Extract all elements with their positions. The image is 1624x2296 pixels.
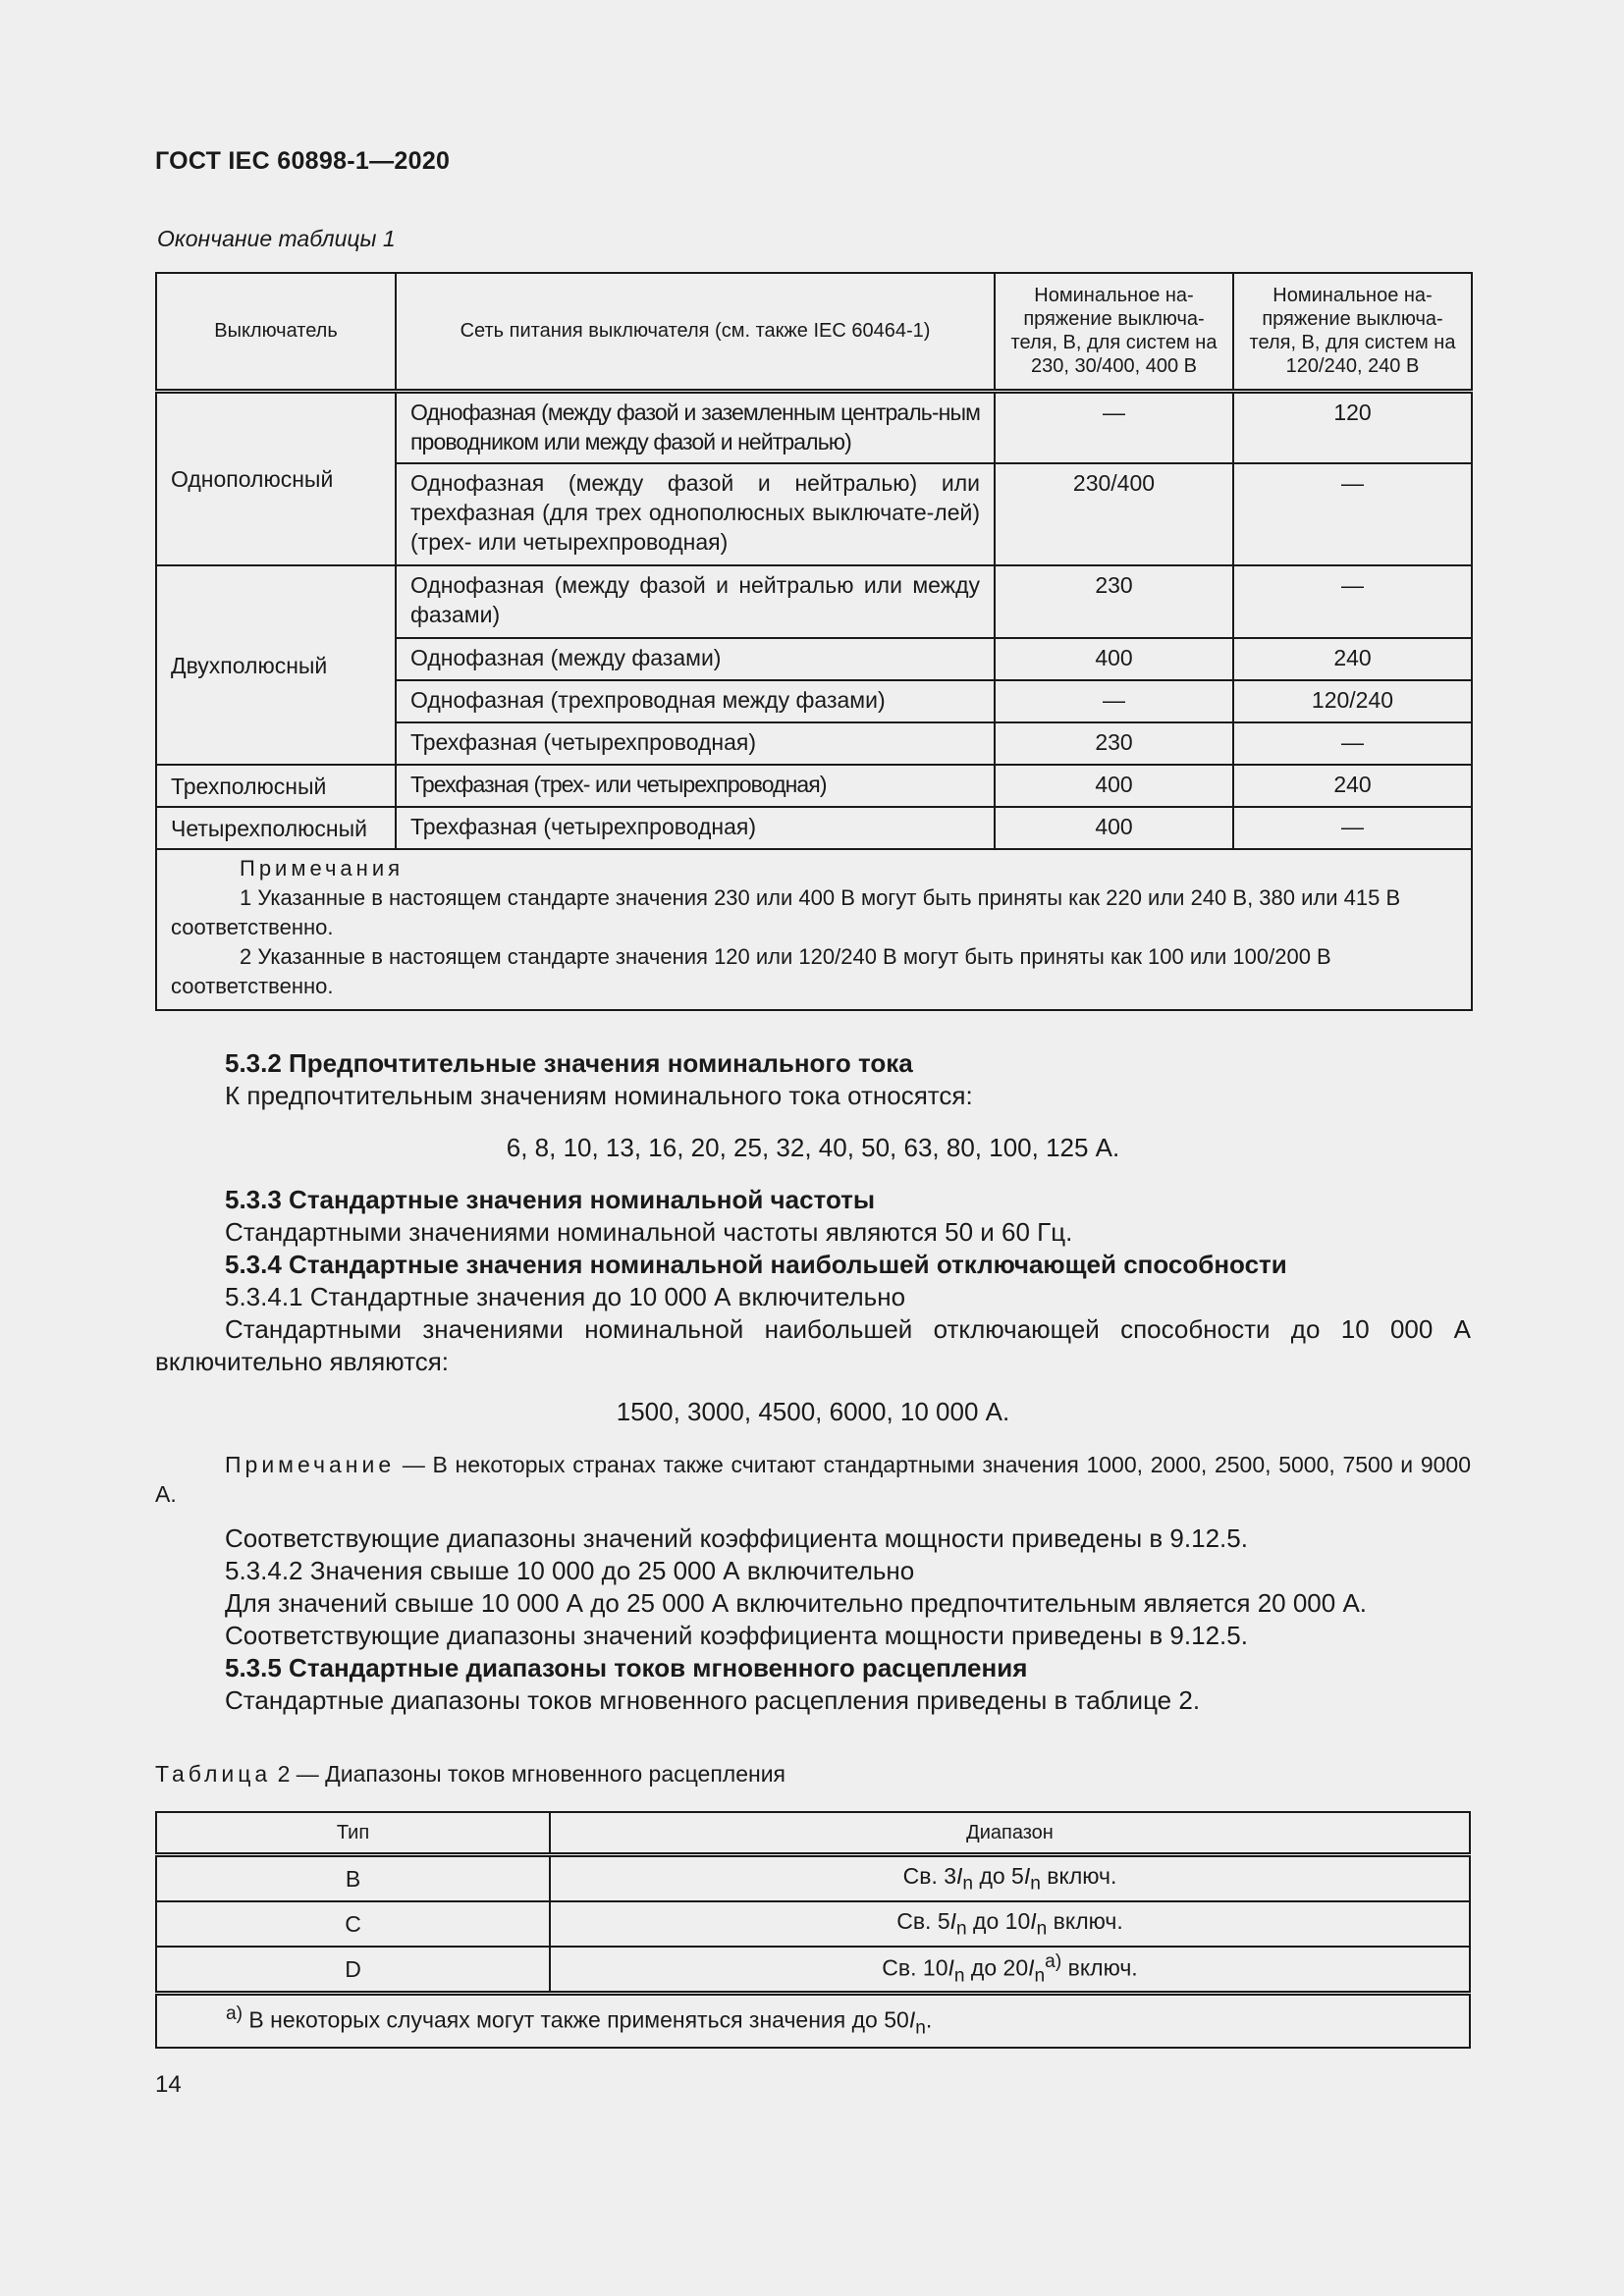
section-5-3-2 <box>155 1047 1471 1717</box>
group-four-pole: Четырехполюсный <box>156 807 396 849</box>
network-cell: Трехфазная (четырехпроводная) <box>396 807 995 849</box>
type-cell: D <box>156 1947 550 1994</box>
network-cell: Однофазная (между фазой и заземленным централь-ным проводником или между фазой и нейтралью) <box>396 391 995 463</box>
section-title: 5.3.2 Предпочтительные значения номинального тока <box>225 1048 913 1078</box>
footnote-row <box>156 1994 1470 2049</box>
voltage2-cell: — <box>1233 722 1472 765</box>
header-switch: Выключатель <box>156 273 396 391</box>
network-cell: Однофазная (трехпроводная между фазами) <box>396 680 995 722</box>
paragraph: Соответствующие диапазоны значений коэффициента мощности приведены в 9.12.5. <box>225 1621 1248 1650</box>
table-row <box>156 1901 1470 1947</box>
voltage2-cell: 240 <box>1233 638 1472 680</box>
table-1 <box>155 272 1473 1011</box>
table-row <box>156 1855 1470 1902</box>
network-cell: Трехфазная (четырехпроводная) <box>396 722 995 765</box>
paragraph: Стандартными значениями номинальной частоты являются 50 и 60 Гц. <box>225 1217 1073 1247</box>
voltage2-cell: 120/240 <box>1233 680 1472 722</box>
network-cell: Однофазная (между фазами) <box>396 638 995 680</box>
note-1: 1 Указанные в настоящем стандарте значения 230 или 400 В могут быть приняты как 220 или 240 В, 380 или 415 В соответственно. <box>171 885 1401 939</box>
document-header: ГОСТ IEC 60898-1—2020 <box>155 147 451 175</box>
group-double-pole: Двухполюсный <box>156 565 396 765</box>
header-type: Тип <box>156 1812 550 1855</box>
voltage2-cell: — <box>1233 565 1472 638</box>
current-values: 6, 8, 10, 13, 16, 20, 25, 32, 40, 50, 63, 80, 100, 125 А. <box>506 1133 1120 1162</box>
voltage2-cell: 240 <box>1233 765 1472 807</box>
table1-caption: Окончание таблицы 1 <box>157 226 396 251</box>
voltage2-cell: — <box>1233 807 1472 849</box>
header-voltage-230-400: Номинальное на-пряжение выключа-теля, В, для систем на 230, 30/400, 400 В <box>995 273 1233 391</box>
section-title: 5.3.3 Стандартные значения номинальной частоты <box>225 1185 876 1214</box>
table-2 <box>155 1811 1471 2049</box>
voltage2-cell: — <box>1233 463 1472 565</box>
table-row <box>156 807 1472 849</box>
table-header-row <box>156 1812 1470 1855</box>
group-single-pole: Однополюсный <box>156 391 396 565</box>
table-row <box>156 765 1472 807</box>
network-cell: Трехфазная (трех- или четырехпроводная) <box>396 765 995 807</box>
paragraph: Стандартными значениями номинальной наибольшей отключающей способности до 10 000 А включительно являются: <box>155 1314 1471 1376</box>
footnote-text: В некоторых случаях могут также применяться значения до 50 <box>243 2006 909 2033</box>
subsection-title: 5.3.4.2 Значения свыше 10 000 до 25 000 А включительно <box>225 1556 915 1585</box>
voltage1-cell: 400 <box>995 807 1233 849</box>
range-cell: Св. $5I_n$ до $10I_n$ включ. <box>550 1901 1470 1947</box>
notes-title: Примечания <box>240 856 405 881</box>
voltage2-cell: 120 <box>1233 391 1472 463</box>
table-header-row <box>156 273 1472 391</box>
range-cell: Св. $3I_n$ до $5I_n$ включ. <box>550 1855 1470 1902</box>
network-cell: Однофазная (между фазой и нейтралью) или трехфазная (для трех однополюсных выключате-лей) (трех- или четырехпроводная) <box>396 463 995 565</box>
table2-caption-label: Таблица <box>155 1761 272 1787</box>
note-paragraph <box>155 1450 1471 1509</box>
voltage1-cell: — <box>995 391 1233 463</box>
capacity-values: 1500, 3000, 4500, 6000, 10 000 А. <box>616 1397 1010 1426</box>
voltage1-cell: 400 <box>995 638 1233 680</box>
header-voltage-120-240: Номинальное на-пряжение выключа-теля, В, для систем на 120/240, 240 В <box>1233 273 1472 391</box>
table2-caption <box>155 1761 785 1788</box>
footnote-mark: а) <box>226 2002 244 2024</box>
voltage1-cell: 230 <box>995 722 1233 765</box>
notes-cell <box>156 849 1472 1010</box>
voltage1-cell: 230 <box>995 565 1233 638</box>
type-cell: B <box>156 1855 550 1902</box>
paragraph: Соответствующие диапазоны значений коэффициента мощности приведены в 9.12.5. <box>225 1523 1248 1553</box>
section-title: 5.3.5 Стандартные диапазоны токов мгновенного расцепления <box>225 1653 1028 1682</box>
paragraph: К предпочтительным значениям номинального тока относятся: <box>225 1081 973 1110</box>
header-network: Сеть питания выключателя (см. также IEC 60464-1) <box>396 273 995 391</box>
section-title: 5.3.4 Стандартные значения номинальной наибольшей отключающей способности <box>225 1250 1287 1279</box>
table-row <box>156 391 1472 463</box>
group-three-pole: Трехполюсный <box>156 765 396 807</box>
paragraph: Стандартные диапазоны токов мгновенного расцепления приведены в таблице 2. <box>225 1685 1201 1715</box>
type-cell: C <box>156 1901 550 1947</box>
table-row <box>156 1947 1470 1994</box>
voltage1-cell: 230/400 <box>995 463 1233 565</box>
table2-caption-text: 2 — Диапазоны токов мгновенного расцепления <box>271 1761 786 1787</box>
note-text: — В некоторых странах также считают стандартными значения 1000, 2000, 2500, 5000, 7500 и 9000 А. <box>155 1452 1471 1507</box>
voltage1-cell: — <box>995 680 1233 722</box>
notes-row <box>156 849 1472 1010</box>
table-row <box>156 565 1472 638</box>
footnote-cell: $^{а)}$ В некоторых случаях могут также применяться значения до $50I_n$. <box>156 1994 1470 2049</box>
paragraph: Для значений свыше 10 000 А до 25 000 А включительно предпочтительным является 20 000 А. <box>225 1588 1368 1618</box>
header-range: Диапазон <box>550 1812 1470 1855</box>
subsection-title: 5.3.4.1 Стандартные значения до 10 000 А включительно <box>225 1282 906 1311</box>
voltage1-cell: 400 <box>995 765 1233 807</box>
note-label: Примечание <box>225 1452 396 1477</box>
note-2: 2 Указанные в настоящем стандарте значения 120 или 120/240 В могут быть приняты как 100 или 100/200 В соответственно. <box>171 944 1331 998</box>
page-number: 14 <box>155 2071 182 2098</box>
range-cell: Св. $10I_n$ до $20I_n^{а)}$ включ. <box>550 1947 1470 1994</box>
network-cell: Однофазная (между фазой и нейтралью или между фазами) <box>396 565 995 638</box>
